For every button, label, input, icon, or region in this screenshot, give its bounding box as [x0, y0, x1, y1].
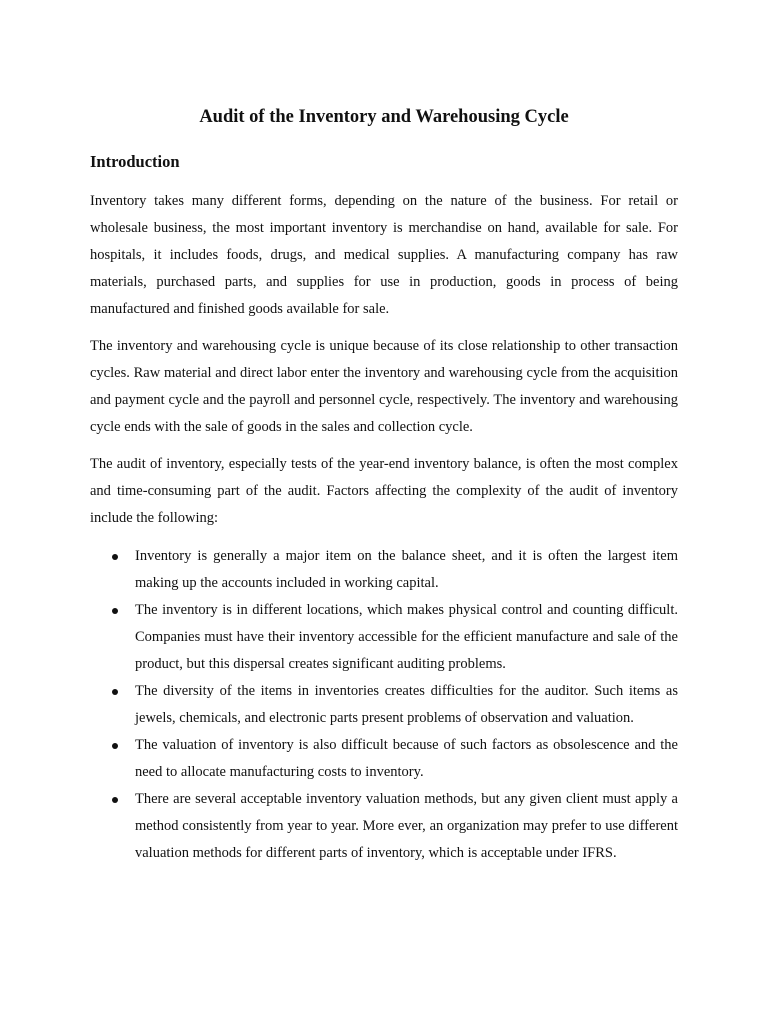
document-title: Audit of the Inventory and Warehousing Cycle — [199, 107, 569, 127]
list-item — [90, 732, 678, 786]
bullet-icon — [112, 554, 118, 560]
paragraph-block-1 — [90, 188, 678, 323]
list-item — [90, 543, 678, 597]
bullet-icon — [112, 743, 118, 749]
list-item — [90, 597, 678, 678]
paragraph: The inventory and warehousing cycle is unique because of its close relationship to other transaction cycles. Raw material and direct labor enter the inventory and warehousing cycle from the acquisition and payment cycle and the payroll and personnel cycle, respectively. The inventory and warehousing cycle ends with the sale of goods in the sales and collection cycle. — [90, 338, 678, 435]
bullet-icon — [112, 689, 118, 695]
bullet-icon — [112, 797, 118, 803]
list-item-text: The valuation of inventory is also difficult because of such factors as obsolescence and the need to allocate manufacturing costs to inventory. — [135, 737, 678, 780]
paragraph-block-2 — [90, 333, 678, 441]
list-item — [90, 786, 678, 867]
list-item-text: The inventory is in different locations, which makes physical control and counting difficult. Companies must have their inventory accessible for the efficient manufacture and sale of the product, but this dispersal creates significant auditing problems. — [135, 602, 678, 672]
paragraph-block-3 — [90, 451, 678, 532]
paragraph: The audit of inventory, especially tests of the year-end inventory balance, is often the most complex and time-consuming part of the audit. Factors affecting the complexity of the audit of inventory include the following: — [90, 456, 678, 526]
list-item-text: The diversity of the items in inventories creates difficulties for the auditor. Such items as jewels, chemicals, and electronic parts present problems of observation and valuation. — [135, 683, 678, 726]
bullet-icon — [112, 608, 118, 614]
paragraph: Inventory takes many different forms, depending on the nature of the business. For retail or wholesale business, the most important inventory is merchandise on hand, available for sale. For hospitals, it includes foods, drugs, and medical supplies. A manufacturing company has raw materials, purchased parts, and supplies for use in production, goods in process of being manufactured and finished goods available for sale. — [90, 193, 678, 317]
list-item-text: Inventory is generally a major item on the balance sheet, and it is often the largest item making up the accounts included in working capital. — [135, 548, 678, 591]
section-heading-introduction: Introduction — [90, 152, 180, 171]
list-item-text: There are several acceptable inventory valuation methods, but any given client must apply a method consistently from year to year. More ever, an organization may prefer to use different valuation methods for different parts of inventory, which is acceptable under IFRS. — [135, 791, 678, 861]
bullet-list — [90, 543, 678, 867]
list-item — [90, 678, 678, 732]
